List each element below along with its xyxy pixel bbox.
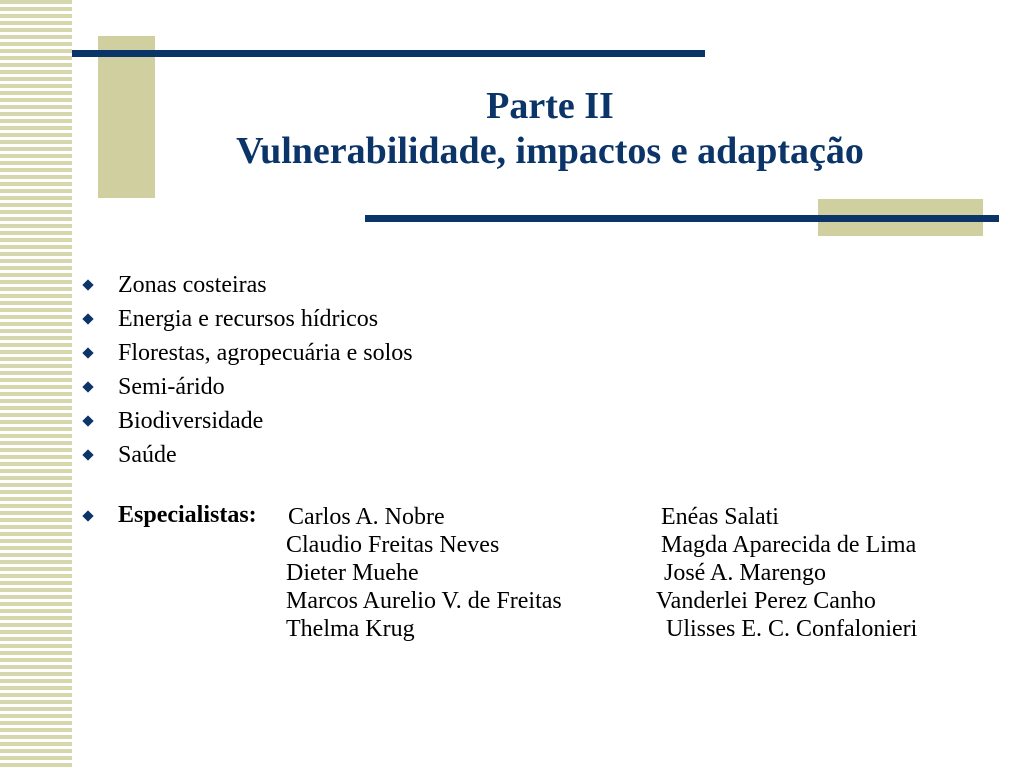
- specialist-name: Vanderlei Perez Canho: [656, 588, 876, 614]
- specialist-name: Marcos Aurelio V. de Freitas: [286, 588, 562, 614]
- specialist-name: Claudio Freitas Neves: [286, 532, 500, 558]
- list-item-label: Zonas costeiras: [118, 272, 267, 298]
- title-line-1: Parte II: [486, 85, 614, 127]
- specialists-label: Especialistas:: [118, 502, 257, 528]
- specialist-name: Carlos A. Nobre: [288, 504, 445, 530]
- title-line-2: Vulnerabilidade, impactos e adaptação: [236, 130, 864, 172]
- diamond-bullet-icon: [82, 510, 93, 521]
- decorative-stripes: [0, 0, 72, 768]
- diamond-bullet-icon: [82, 279, 93, 290]
- list-item: [82, 404, 413, 438]
- specialist-name: Thelma Krug: [286, 616, 415, 642]
- slide-title: [150, 84, 950, 174]
- title-rule-bottom: [365, 215, 999, 222]
- specialist-name: Magda Aparecida de Lima: [661, 532, 917, 558]
- specialist-name: Enéas Salati: [661, 504, 779, 530]
- diamond-bullet-icon: [82, 313, 93, 324]
- list-item: [82, 438, 413, 472]
- list-item-label: Saúde: [118, 442, 177, 468]
- list-item: [82, 336, 413, 370]
- diamond-bullet-icon: [82, 381, 93, 392]
- specialist-name: Dieter Muehe: [286, 560, 419, 586]
- list-item: [82, 302, 413, 336]
- diamond-bullet-icon: [82, 415, 93, 426]
- list-item-label: Semi-árido: [118, 374, 225, 400]
- list-item: [82, 370, 413, 404]
- list-item-label: Florestas, agropecuária e solos: [118, 340, 413, 366]
- topic-list: [82, 268, 413, 472]
- specialist-name: José A. Marengo: [664, 560, 826, 586]
- list-item-label: Energia e recursos hídricos: [118, 306, 379, 332]
- specialist-name: Ulisses E. C. Confalonieri: [666, 616, 918, 642]
- list-item-label: Biodiversidade: [118, 408, 264, 434]
- diamond-bullet-icon: [82, 449, 93, 460]
- list-item: [82, 268, 413, 302]
- title-rule-top: [72, 50, 705, 57]
- diamond-bullet-icon: [82, 347, 93, 358]
- decorative-block-left: [98, 36, 155, 198]
